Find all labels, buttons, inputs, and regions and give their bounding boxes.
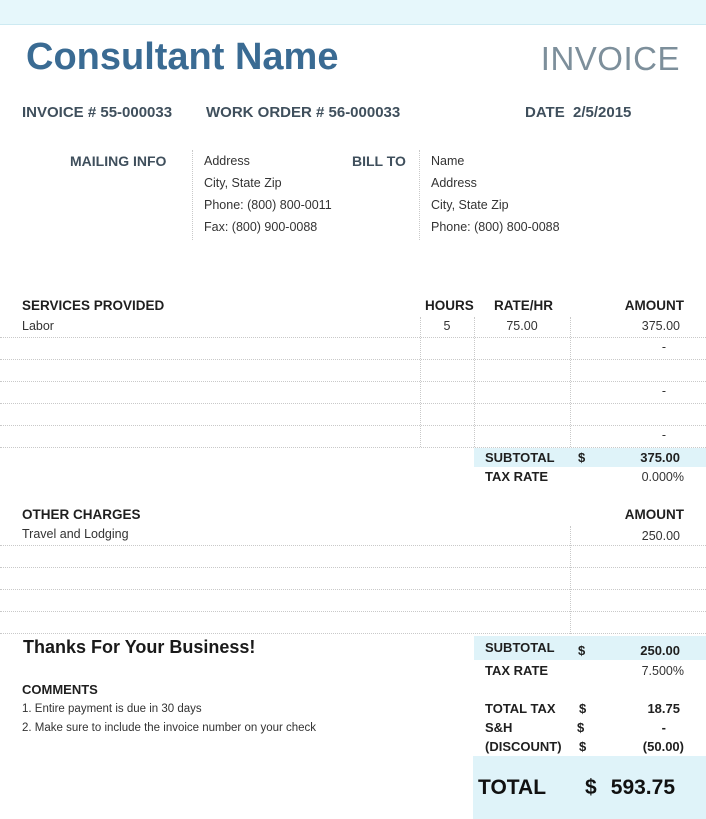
service-amount: - [661, 340, 666, 354]
other-col-divider [570, 526, 571, 634]
mailing-line: City, State Zip [204, 176, 282, 190]
other-charges-header: OTHER CHARGES [22, 507, 141, 522]
total-currency: $ [585, 776, 597, 799]
row-divider [0, 567, 706, 568]
service-hours: 5 [443, 319, 451, 333]
thanks-message: Thanks For Your Business! [23, 637, 256, 657]
row-divider [0, 403, 706, 404]
other-tax-rate-value: 7.500% [641, 664, 684, 678]
bill-to-address [431, 150, 560, 238]
bill-to-line: Address [431, 176, 477, 190]
invoice-number: INVOICE # 55-000033 [22, 104, 173, 121]
total-label: TOTAL [478, 776, 547, 799]
date-label: DATE [525, 104, 565, 121]
bill-to-line: City, State Zip [431, 198, 509, 212]
discount-currency: $ [579, 739, 587, 754]
sh-currency: $ [577, 720, 585, 735]
service-amount: - [661, 384, 666, 398]
mailing-divider [192, 150, 193, 240]
total-value: 593.75 [610, 776, 675, 799]
charge-amount: 250.00 [641, 529, 680, 543]
other-tax-rate-label: TAX RATE [485, 663, 549, 678]
invoice-title: INVOICE [540, 40, 680, 77]
row-divider [0, 381, 706, 382]
row-divider [0, 633, 706, 634]
hours-header: HOURS [425, 298, 474, 313]
row-divider [0, 589, 706, 590]
discount-value: (50.00) [642, 739, 684, 754]
mailing-info-label: MAILING INFO [70, 153, 167, 169]
sh-label: S&H [485, 720, 513, 735]
services-subtotal-label: SUBTOTAL [485, 450, 555, 465]
mailing-address [204, 150, 332, 238]
rate-header: RATE/HR [494, 298, 553, 313]
row-divider [0, 545, 706, 546]
service-amount: 375.00 [641, 319, 680, 333]
bill-to-line: Phone: (800) 800-0088 [431, 220, 560, 234]
bill-to-line: Name [431, 154, 465, 168]
services-subtotal-currency: $ [578, 450, 586, 465]
services-header: SERVICES PROVIDED [22, 298, 165, 313]
services-subtotal-value: 375.00 [640, 450, 680, 465]
service-amount: - [661, 428, 666, 442]
comments-label: COMMENTS [22, 682, 98, 697]
work-order-number: WORK ORDER # 56-000033 [206, 104, 401, 121]
bill-to-divider [419, 150, 420, 240]
service-description: Labor [22, 319, 54, 333]
row-divider [0, 425, 706, 426]
total-tax-label: TOTAL TAX [485, 701, 556, 716]
mailing-line: Phone: (800) 800-0011 [204, 198, 332, 212]
mailing-line: Fax: (800) 900-0088 [204, 220, 318, 234]
other-subtotal-value: 250.00 [640, 643, 680, 658]
services-tax-rate-value: 0.000% [641, 470, 684, 484]
comment-line: 1. Entire payment is due in 30 days [22, 703, 202, 715]
bill-to-label: BILL TO [352, 153, 406, 169]
date-value: 2/5/2015 [573, 104, 632, 121]
other-subtotal-currency: $ [578, 643, 586, 658]
total-tax-currency: $ [579, 701, 587, 716]
row-divider [0, 611, 706, 612]
row-divider [0, 359, 706, 360]
mailing-line: Address [204, 154, 250, 168]
top-band [0, 0, 706, 25]
amount-header: AMOUNT [624, 298, 684, 313]
sh-value: - [661, 720, 666, 735]
row-divider [0, 337, 706, 338]
comment-line: 2. Make sure to include the invoice number on your check [22, 722, 317, 734]
discount-label: (DISCOUNT) [485, 739, 562, 754]
service-rate: 75.00 [506, 319, 538, 333]
other-amount-header: AMOUNT [624, 507, 684, 522]
consultant-name: Consultant Name [26, 36, 339, 78]
services-tax-rate-label: TAX RATE [485, 469, 549, 484]
other-subtotal-label: SUBTOTAL [485, 640, 555, 655]
comments-list [22, 700, 316, 738]
total-tax-value: 18.75 [647, 701, 680, 716]
charge-description: Travel and Lodging [22, 527, 129, 541]
